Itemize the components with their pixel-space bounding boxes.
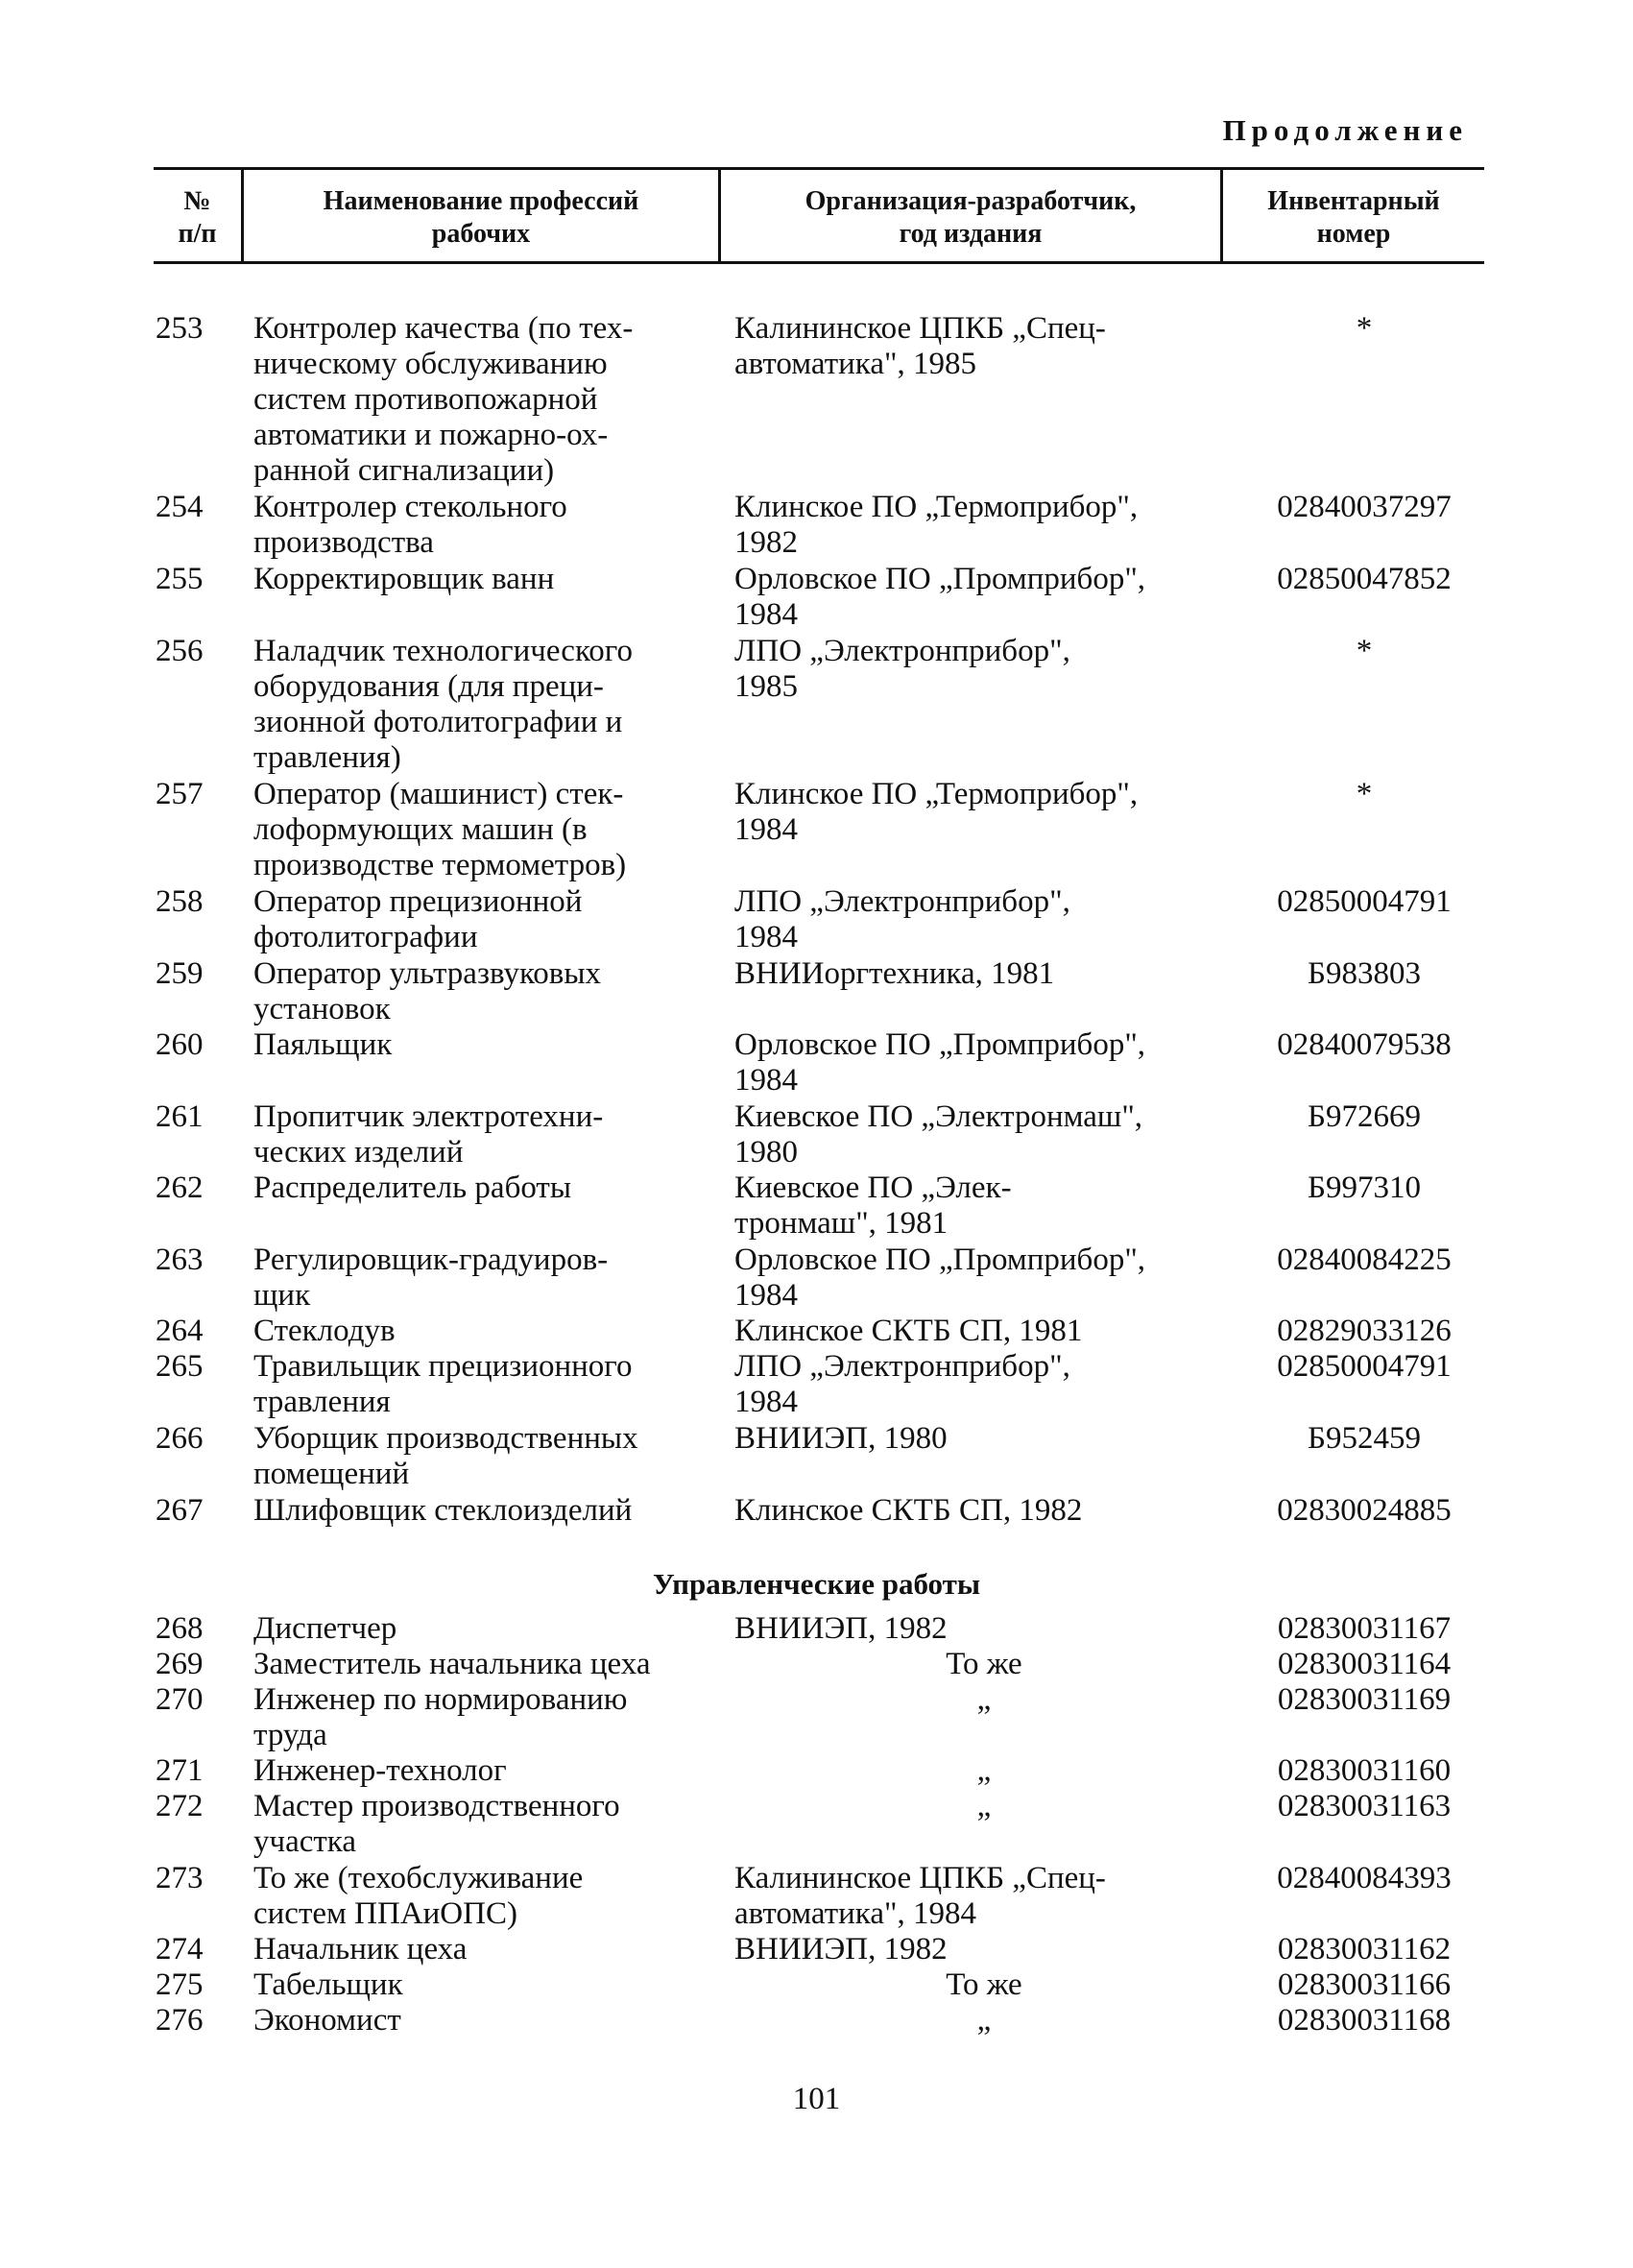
inventory-number: 02830031169 (1277, 1682, 1452, 1717)
developer-org: Орловское ПО „Промприбор", 1984 (734, 562, 1146, 632)
header-top-rule (154, 167, 1484, 170)
continuation-label: Продолжение (1222, 113, 1468, 147)
profession-name: Уборщик производственных помещений (253, 1421, 638, 1491)
inventory-number: 02830031160 (1277, 1753, 1452, 1788)
profession-name: Инженер-технолог (253, 1753, 507, 1788)
row-number: 254 (156, 490, 204, 524)
row-number: 274 (156, 1932, 204, 1966)
header-bottom-rule (154, 261, 1484, 264)
inventory-number: 02829033126 (1277, 1314, 1452, 1348)
row-number: 265 (156, 1349, 204, 1384)
profession-name: То же (техобслуживание систем ППАиОПС) (253, 1861, 584, 1931)
inventory-number: Б972669 (1308, 1099, 1421, 1134)
profession-name: Табельщик (253, 1967, 403, 2002)
developer-org: ВНИИЭП, 1982 (734, 1932, 948, 1966)
developer-org: „ (976, 1789, 992, 1823)
developer-org: Орловское ПО „Промприбор", 1984 (734, 1243, 1146, 1313)
developer-org: Калининское ЦПКБ „Спец- автоматика", 1985 (734, 311, 1106, 381)
row-number: 255 (156, 562, 204, 596)
inventory-number: 02830031166 (1277, 1967, 1452, 2002)
inventory-number: 02840037297 (1277, 490, 1452, 524)
section-title: Управленческие работы (652, 1567, 981, 1601)
developer-org: Киевское ПО „Электронмаш", 1980 (734, 1099, 1143, 1170)
row-number: 273 (156, 1861, 204, 1895)
inventory-number: Б952459 (1308, 1421, 1421, 1456)
profession-name: Шлифовщик стеклоизделий (253, 1493, 633, 1528)
profession-name: Наладчик технологического оборудования (для преци- зионной фотолитографии и травления) (253, 634, 634, 775)
inventory-number: 02850004791 (1277, 1349, 1452, 1384)
profession-name: Оператор прецизионной фотолитографии (253, 884, 583, 954)
developer-org: ВНИИоргтехника, 1981 (734, 956, 1055, 991)
inventory-number: 02830031168 (1277, 2003, 1452, 2038)
developer-org: Клинское ПО „Термоприбор", 1984 (734, 777, 1139, 847)
page-number: 101 (792, 2082, 841, 2116)
inventory-number: * (1356, 777, 1373, 811)
row-number: 257 (156, 777, 204, 811)
inventory-number: 02840084225 (1277, 1243, 1452, 1277)
inventory-number: 02830031164 (1277, 1647, 1452, 1681)
row-number: 271 (156, 1753, 204, 1788)
inventory-number: 02830031167 (1277, 1611, 1452, 1646)
inventory-number: 02850004791 (1277, 884, 1452, 919)
inventory-number: 02830031163 (1277, 1789, 1452, 1823)
profession-name: Экономист (253, 2003, 401, 2038)
row-number: 268 (156, 1611, 204, 1646)
profession-name: Оператор ультразвуковых установок (253, 956, 602, 1026)
developer-org: ЛПО „Электронприбор", 1985 (734, 634, 1070, 704)
header-num: № п/п (178, 186, 217, 249)
developer-org: Киевское ПО „Элек- тронмаш", 1981 (734, 1170, 1012, 1241)
row-number: 267 (156, 1493, 204, 1528)
header-name: Наименование профессий рабочих (323, 186, 639, 249)
row-number: 253 (156, 311, 204, 346)
header-org: Организация-разработчик, год издания (804, 186, 1137, 249)
developer-org: То же (946, 1647, 1022, 1681)
row-number: 259 (156, 956, 204, 991)
inventory-number: 02830024885 (1277, 1493, 1452, 1528)
inventory-number: 02850047852 (1277, 562, 1452, 596)
inventory-number: 02840084393 (1277, 1861, 1452, 1895)
inventory-number: 02830031162 (1277, 1932, 1452, 1966)
profession-name: Регулировщик-градуиров- щик (253, 1243, 609, 1313)
header-inv: Инвентарный номер (1267, 186, 1440, 249)
inventory-number: * (1356, 634, 1373, 668)
inventory-number: * (1356, 311, 1373, 346)
developer-org: ЛПО „Электронприбор", 1984 (734, 884, 1070, 954)
developer-org: „ (976, 1682, 992, 1717)
row-number: 260 (156, 1027, 204, 1062)
profession-name: Контролер стекольного производства (253, 490, 567, 560)
developer-org: ВНИИЭП, 1980 (734, 1421, 948, 1456)
developer-org: „ (976, 2003, 992, 2038)
profession-name: Оператор (машинист) стек- лоформующих машин (в производстве термометров) (253, 777, 627, 882)
profession-name: Паяльщик (253, 1027, 393, 1062)
profession-name: Начальник цеха (253, 1932, 468, 1966)
profession-name: Пропитчик электротехни- ческих изделий (253, 1099, 604, 1170)
row-number: 262 (156, 1170, 204, 1205)
profession-name: Распределитель работы (253, 1170, 572, 1205)
profession-name: Травильщик прецизионного травления (253, 1349, 633, 1419)
profession-name: Диспетчер (253, 1611, 397, 1646)
profession-name: Заместитель начальника цеха (253, 1647, 651, 1681)
row-number: 264 (156, 1314, 204, 1348)
row-number: 272 (156, 1789, 204, 1823)
row-number: 270 (156, 1682, 204, 1717)
developer-org: Орловское ПО „Промприбор", 1984 (734, 1027, 1146, 1098)
developer-org: Клинское ПО „Термоприбор", 1982 (734, 490, 1139, 560)
inventory-number: 02840079538 (1277, 1027, 1452, 1062)
profession-name: Мастер производственного участка (253, 1789, 620, 1859)
inventory-number: Б997310 (1308, 1170, 1421, 1205)
row-number: 261 (156, 1099, 204, 1134)
developer-org: ЛПО „Электронприбор", 1984 (734, 1349, 1070, 1419)
row-number: 258 (156, 884, 204, 919)
profession-name: Стеклодув (253, 1314, 396, 1348)
developer-org: То же (946, 1967, 1022, 2002)
developer-org: Клинское СКТБ СП, 1981 (734, 1314, 1083, 1348)
row-number: 276 (156, 2003, 204, 2038)
developer-org: Калининское ЦПКБ „Спец- автоматика", 1984 (734, 1861, 1106, 1931)
profession-name: Контролер качества (по тех- ническому обслуживанию систем противопожарной автоматики и пожарно-ох- ранной сигнализации) (253, 311, 634, 488)
inventory-number: Б983803 (1308, 956, 1421, 991)
row-number: 256 (156, 634, 204, 668)
row-number: 263 (156, 1243, 204, 1277)
profession-name: Корректировщик ванн (253, 562, 555, 596)
row-number: 275 (156, 1967, 204, 2002)
developer-org: Клинское СКТБ СП, 1982 (734, 1493, 1083, 1528)
row-number: 266 (156, 1421, 204, 1456)
row-number: 269 (156, 1647, 204, 1681)
profession-name: Инженер по нормированию труда (253, 1682, 628, 1752)
developer-org: „ (976, 1753, 992, 1788)
developer-org: ВНИИЭП, 1982 (734, 1611, 948, 1646)
